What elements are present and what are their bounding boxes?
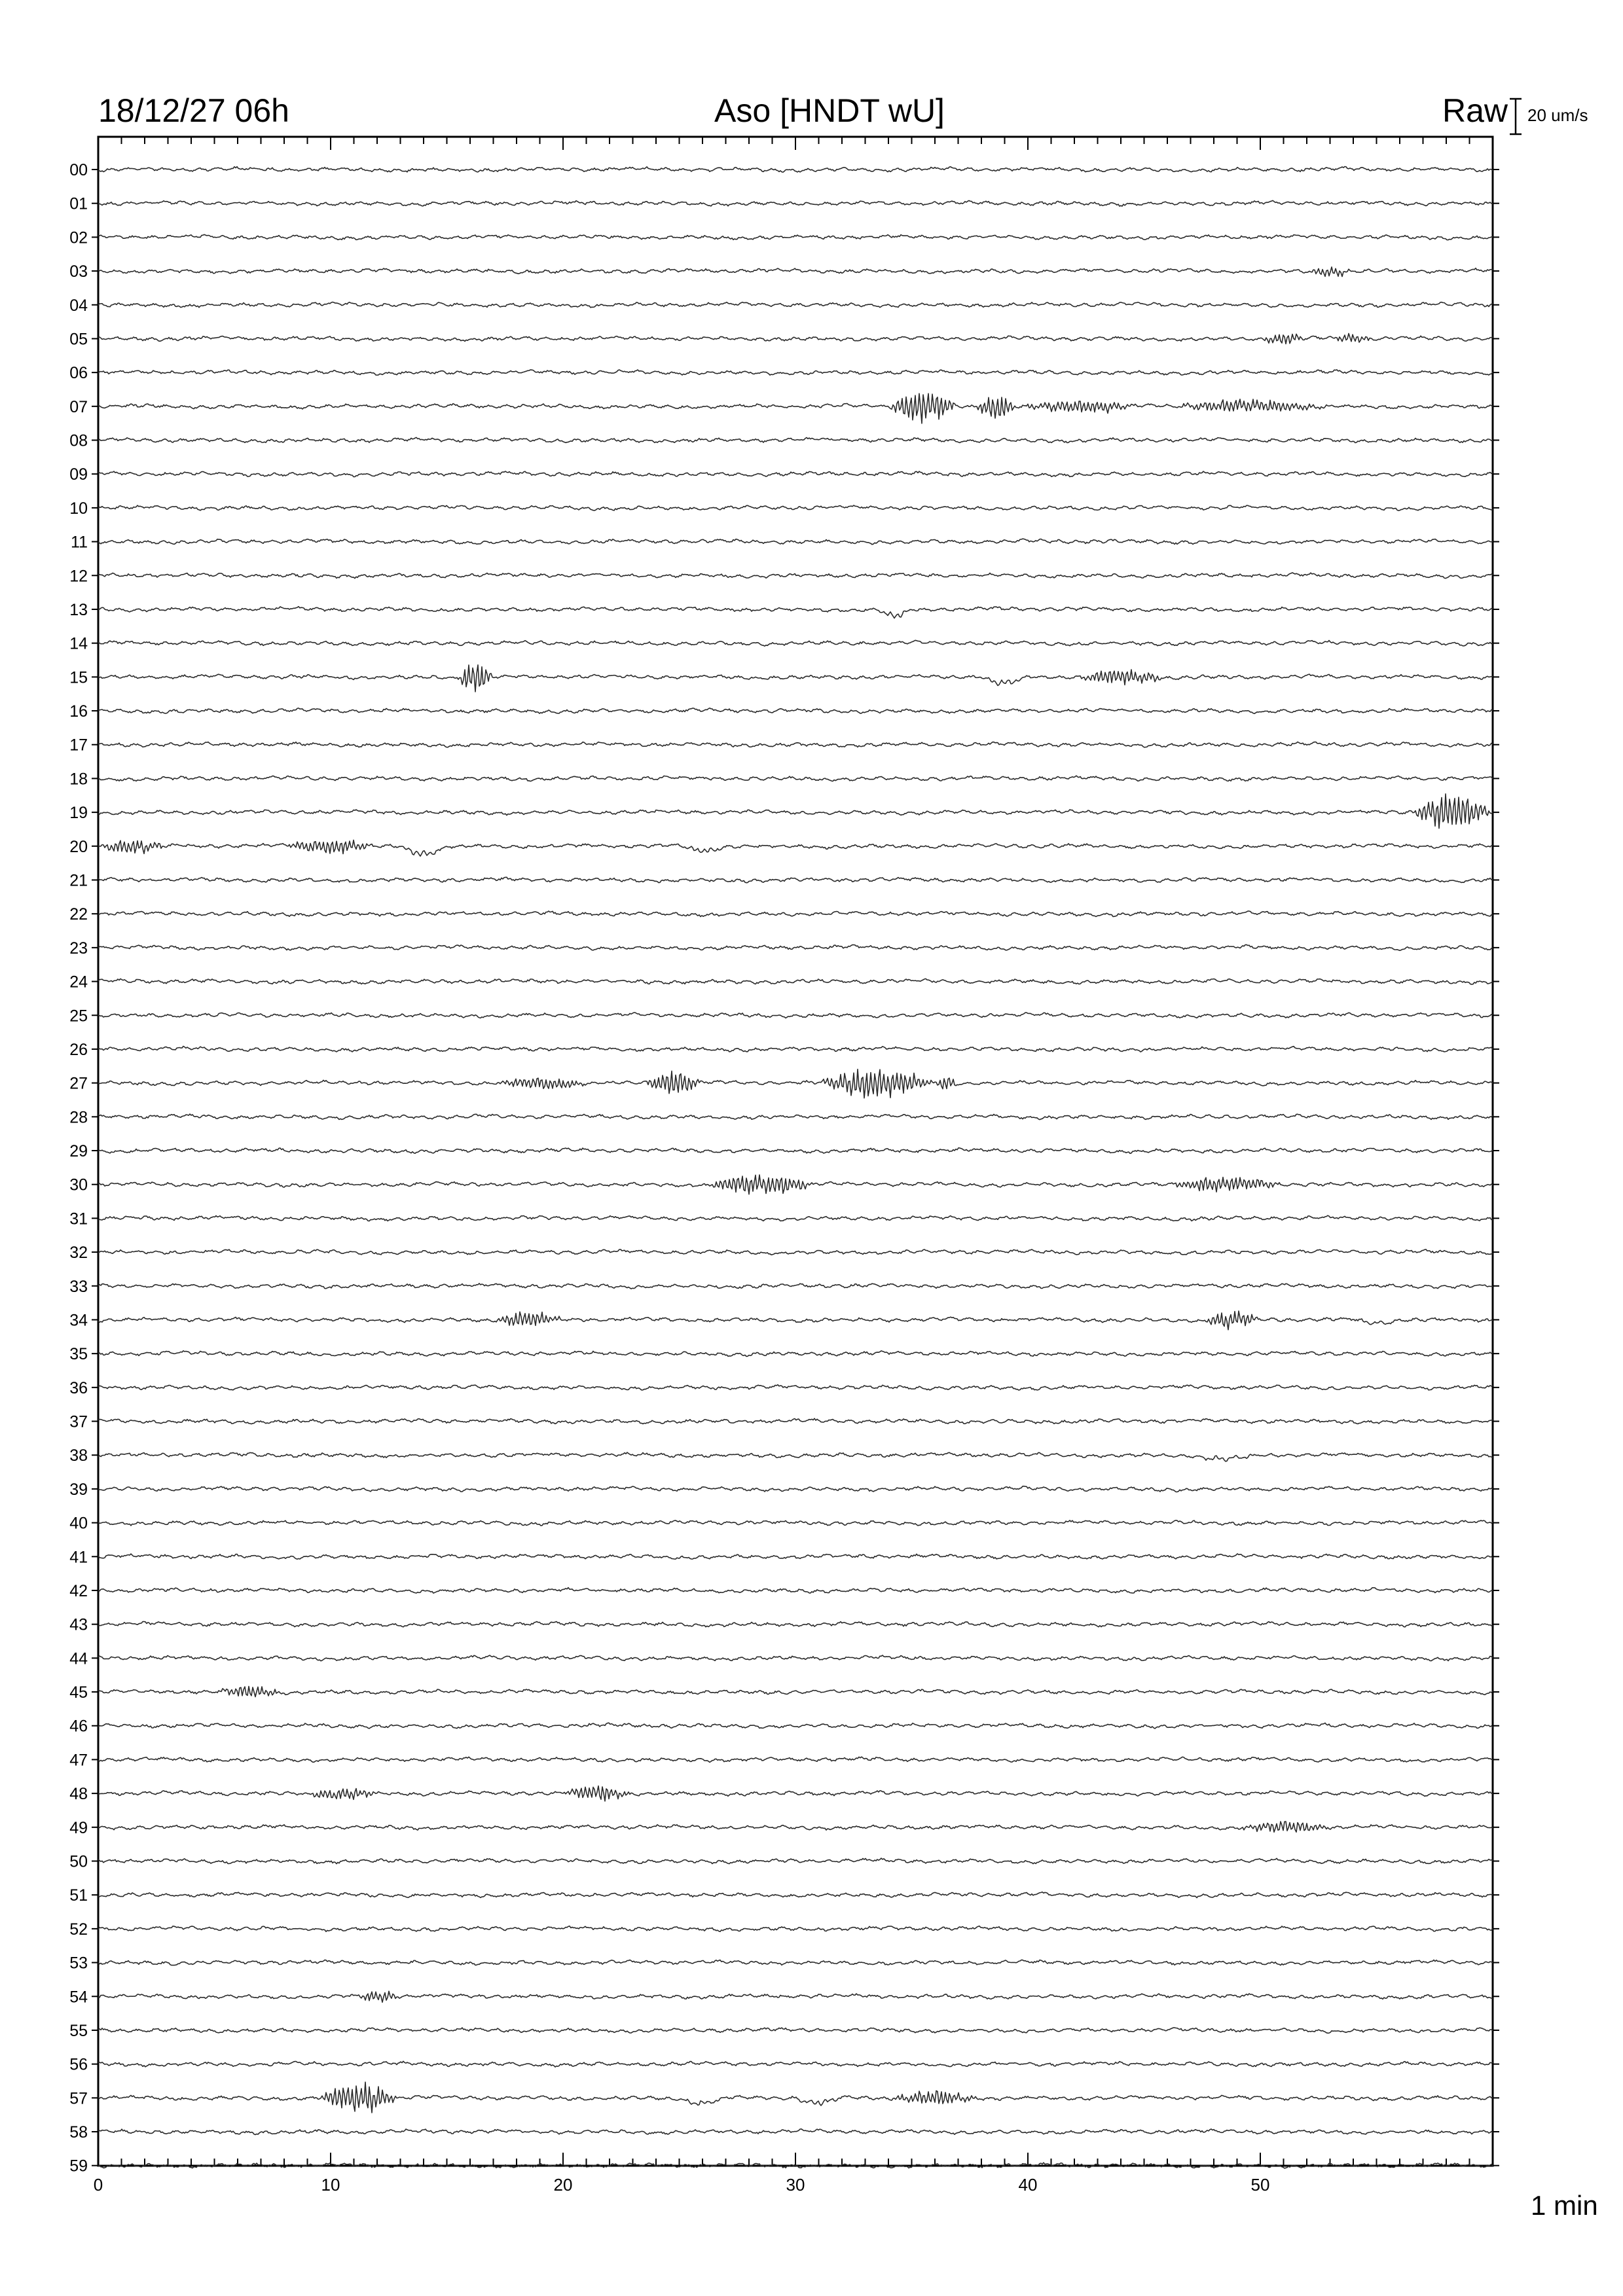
mode-label: Raw [1442,92,1508,129]
row-label-50: 50 [69,1852,88,1871]
trace-53 [98,1960,1493,1965]
row-label-40: 40 [69,1514,88,1533]
row-label-20: 20 [69,837,88,856]
row-label-07: 07 [69,397,88,416]
row-label-15: 15 [69,668,88,687]
trace-55 [98,2028,1493,2033]
row-label-47: 47 [69,1751,88,1770]
trace-22 [98,911,1493,917]
trace-30 [98,1175,1493,1194]
trace-00 [98,167,1493,173]
row-label-13: 13 [69,600,88,619]
trace-23 [98,944,1493,950]
trace-17 [98,742,1493,747]
row-label-58: 58 [69,2123,88,2142]
row-label-21: 21 [69,871,88,890]
trace-38 [98,1452,1493,1462]
x-tick-label-0: 0 [93,2175,103,2195]
trace-18 [98,776,1493,781]
trace-11 [98,539,1493,545]
trace-07 [98,393,1493,423]
row-label-11: 11 [71,533,88,552]
trace-16 [98,708,1493,713]
trace-08 [98,437,1493,442]
trace-35 [98,1351,1493,1357]
trace-15 [98,665,1493,692]
row-label-41: 41 [69,1548,88,1567]
row-label-42: 42 [69,1581,88,1600]
row-label-02: 02 [69,228,88,247]
row-label-34: 34 [69,1311,88,1330]
trace-40 [98,1520,1493,1526]
station-title: Aso [HNDT wU] [714,92,945,129]
row-label-10: 10 [69,499,88,518]
trace-14 [98,640,1493,646]
trace-27 [98,1069,1493,1098]
trace-31 [98,1215,1493,1221]
seismic-traces [98,167,1493,2168]
trace-04 [98,302,1493,308]
row-label-24: 24 [69,973,88,992]
row-label-03: 03 [69,262,88,281]
trace-01 [98,200,1493,206]
row-labels [69,161,88,2176]
scale-bar-label: 20 um/s [1527,105,1588,125]
row-label-37: 37 [69,1412,88,1431]
trace-13 [98,607,1493,619]
trace-36 [98,1385,1493,1390]
row-label-32: 32 [69,1244,88,1263]
row-label-08: 08 [69,431,88,450]
trace-47 [98,1757,1493,1762]
row-label-28: 28 [69,1108,88,1127]
trace-54 [98,1991,1493,2002]
trace-48 [98,1786,1493,1801]
row-label-51: 51 [69,1886,88,1905]
trace-02 [98,234,1493,240]
row-label-53: 53 [69,1954,88,1973]
row-label-38: 38 [69,1446,88,1465]
x-tick-label-30: 30 [786,2175,805,2195]
row-label-30: 30 [69,1175,88,1194]
row-label-05: 05 [69,330,88,349]
x-tick-label-20: 20 [553,2175,573,2195]
trace-45 [98,1687,1493,1697]
row-label-12: 12 [69,567,88,586]
row-label-33: 33 [69,1277,88,1296]
x-tick-label-10: 10 [321,2175,340,2195]
trace-05 [98,334,1493,344]
row-label-22: 22 [69,905,88,924]
trace-09 [98,471,1493,476]
row-label-46: 46 [69,1717,88,1736]
row-label-00: 00 [69,161,88,179]
row-label-55: 55 [69,2021,88,2040]
date-hour-label: 18/12/27 06h [98,92,289,129]
row-label-57: 57 [69,2089,88,2108]
row-label-19: 19 [69,804,88,823]
row-label-14: 14 [69,634,88,653]
row-label-29: 29 [69,1142,88,1161]
row-label-52: 52 [69,1920,88,1939]
x-axis-tick-labels [94,2175,1270,2195]
row-label-36: 36 [69,1378,88,1397]
trace-49 [98,1821,1493,1832]
row-label-01: 01 [69,194,88,213]
row-label-48: 48 [69,1785,88,1804]
trace-21 [98,877,1493,882]
trace-42 [98,1588,1493,1594]
trace-56 [98,2061,1493,2067]
row-label-44: 44 [69,1649,88,1668]
row-label-04: 04 [69,296,88,315]
trace-41 [98,1554,1493,1559]
row-label-31: 31 [69,1210,88,1229]
row-tick-marks [92,170,1499,2166]
trace-19 [98,794,1493,829]
x-tick-label-50: 50 [1250,2175,1270,2195]
trace-50 [98,1858,1493,1864]
trace-32 [98,1249,1493,1255]
top-axis-ticks [98,137,1493,150]
row-label-56: 56 [69,2055,88,2074]
trace-51 [98,1892,1493,1898]
row-label-35: 35 [69,1345,88,1364]
trace-34 [98,1311,1493,1330]
row-label-45: 45 [69,1683,88,1702]
amplitude-scale-bar [1510,99,1522,134]
trace-06 [98,370,1493,375]
trace-44 [98,1655,1493,1661]
trace-37 [98,1418,1493,1424]
trace-33 [98,1283,1493,1289]
row-label-27: 27 [69,1074,88,1093]
row-label-59: 59 [69,2157,88,2176]
trace-57 [98,2082,1493,2113]
row-label-09: 09 [69,465,88,484]
row-label-23: 23 [69,939,88,958]
trace-39 [98,1486,1493,1492]
trace-24 [98,978,1493,984]
row-label-06: 06 [69,364,88,383]
row-label-49: 49 [69,1818,88,1837]
row-label-18: 18 [69,770,88,789]
trace-03 [98,267,1493,277]
trace-10 [98,505,1493,511]
row-label-39: 39 [69,1480,88,1499]
row-label-54: 54 [69,1988,88,2007]
trace-52 [98,1926,1493,1931]
row-label-26: 26 [69,1040,88,1059]
x-tick-label-40: 40 [1018,2175,1038,2195]
trace-46 [98,1723,1493,1729]
trace-58 [98,2129,1493,2135]
trace-26 [98,1047,1493,1052]
trace-12 [98,573,1493,579]
bottom-axis-ticks [98,2153,1493,2166]
row-label-25: 25 [69,1007,88,1026]
x-axis-unit-label: 1 min [1531,2190,1598,2221]
row-label-17: 17 [69,736,88,755]
trace-25 [98,1013,1493,1018]
row-label-16: 16 [69,702,88,721]
trace-29 [98,1148,1493,1154]
trace-28 [98,1114,1493,1120]
trace-43 [98,1622,1493,1627]
row-label-43: 43 [69,1615,88,1634]
trace-20 [98,840,1493,857]
